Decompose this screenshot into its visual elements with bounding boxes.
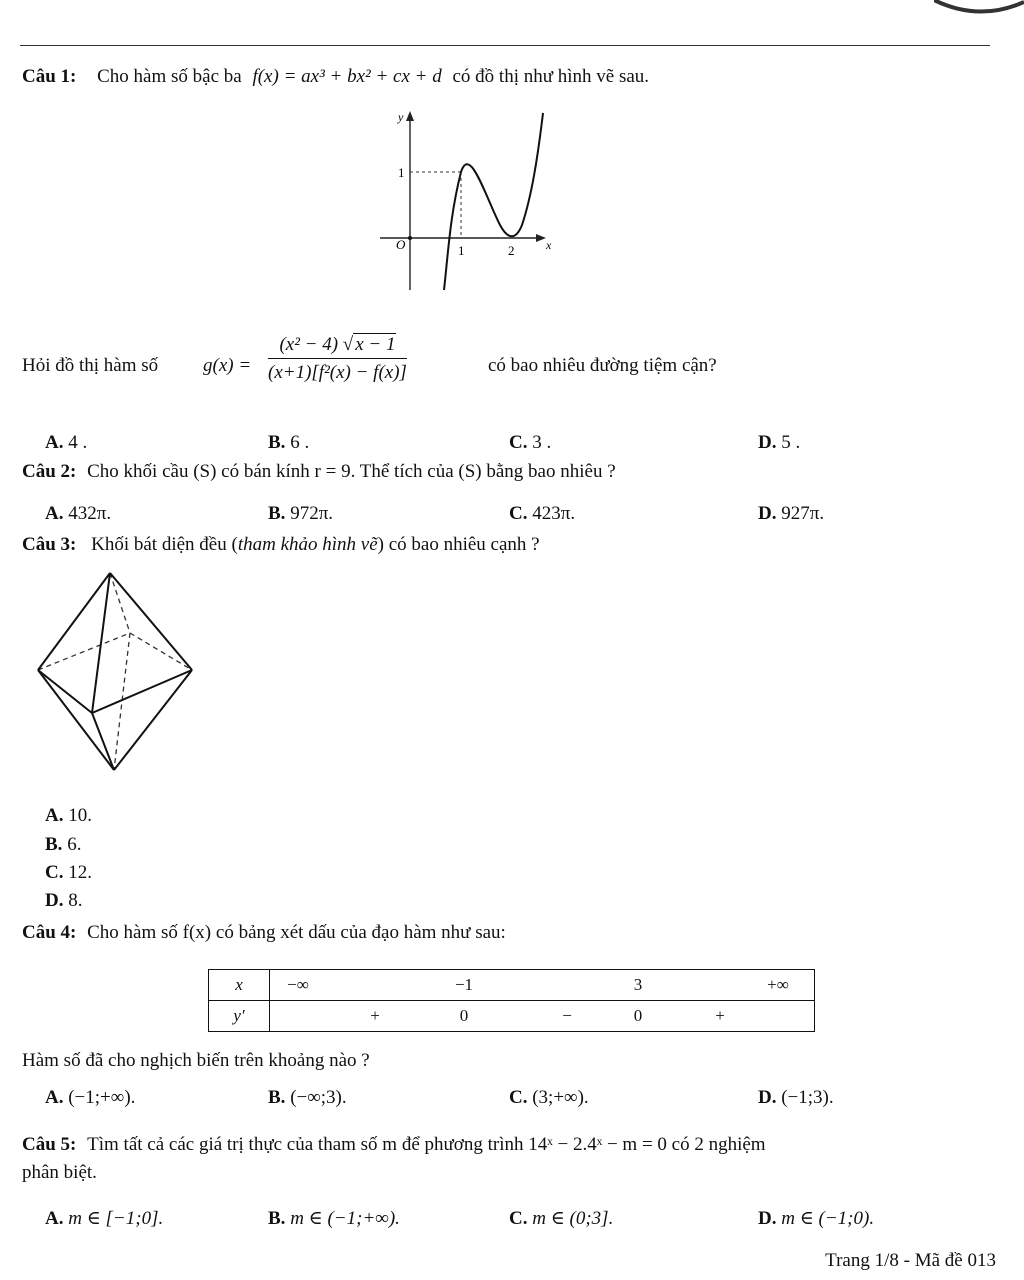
x-tick-1: 1 <box>458 243 465 258</box>
q1-option-c: C. 3 . <box>509 432 552 453</box>
x-value-neg-inf: −∞ <box>287 975 309 994</box>
q1-option-a: A. 4 . <box>45 432 88 453</box>
q5-option-a: A. m ∈ [−1;0]. <box>45 1208 164 1229</box>
table-row-y-prime <box>209 1001 815 1032</box>
question-2-text: Cho khối cầu (S) có bán kính r = 9. Thể tích của (S) bằng bao nhiêu ? <box>87 461 616 482</box>
q4-option-c: C. (3;+∞). <box>509 1087 589 1108</box>
question-5-text-line-2: phân biệt. <box>22 1162 97 1183</box>
question-4-ask: Hàm số đã cho nghịch biến trên khoảng nào ? <box>22 1050 370 1071</box>
q5-option-d: D. m ∈ (−1;0). <box>758 1208 875 1229</box>
y-axis-arrow-icon <box>406 111 414 121</box>
x-value-neg-1: −1 <box>454 975 474 994</box>
q2-option-b: B. 972π. <box>268 503 334 524</box>
g-denominator: (x+1)[f²(x) − f(x)] <box>268 362 407 383</box>
q4-option-a: A. (−1;+∞). <box>45 1087 136 1108</box>
question-3-label: Câu 3: <box>22 534 77 555</box>
q3-option-d: D. 8. <box>45 890 83 911</box>
question-1-text-after: có đồ thị như hình vẽ sau. <box>452 66 650 87</box>
question-3-text-italic: tham khảo hình vẽ <box>237 534 378 555</box>
q2-option-a: A. 432π. <box>45 503 112 524</box>
sign-zero-1: 0 <box>459 1006 469 1025</box>
question-1-ask-before: Hỏi đồ thị hàm số <box>22 355 159 376</box>
g-numerator: (x² − 4) √ x − 1 <box>268 334 407 359</box>
q1-option-d: D. 5 . <box>758 432 801 453</box>
origin-label: O <box>396 237 406 252</box>
question-4-label: Câu 4: <box>22 922 77 943</box>
question-3-text-after: ) có bao nhiêu cạnh ? <box>377 534 540 555</box>
question-5-text: Tìm tất cả các giá trị thực của tham số m để phương trình 14ˣ − 2.4ˣ − m = 0 có 2 nghiệm <box>87 1134 766 1155</box>
origin-dot <box>408 236 412 240</box>
q3-option-c: C. 12. <box>45 862 92 883</box>
x-axis-arrow-icon <box>536 234 546 242</box>
g-numerator-sqrt: x − 1 <box>355 334 396 355</box>
y-tick-1: 1 <box>398 165 405 180</box>
sign-zero-2: 0 <box>633 1006 643 1025</box>
sign-1: + <box>370 1006 380 1025</box>
question-5-stem <box>22 1134 766 1156</box>
cubic-curve <box>444 113 543 290</box>
q3-option-b: B. 6. <box>45 834 82 855</box>
q5-option-b: B. m ∈ (−1;+∞). <box>268 1208 400 1229</box>
question-5-label: Câu 5: <box>22 1134 77 1155</box>
question-1-ask-after: có bao nhiêu đường tiệm cận? <box>488 355 717 376</box>
octahedron-figure <box>30 565 200 780</box>
table-row-x <box>209 970 815 1001</box>
y-axis-label: y <box>398 110 404 124</box>
g-numerator-poly: (x² − 4) <box>279 334 339 355</box>
question-1-function: f(x) = ax³ + bx² + cx + d <box>252 66 442 87</box>
question-2-label: Câu 2: <box>22 461 77 482</box>
x-value-pos-inf: +∞ <box>767 975 789 994</box>
sign-2: − <box>562 1006 572 1025</box>
x-tick-2: 2 <box>508 243 515 258</box>
question-2-stem <box>22 461 616 483</box>
g-function-fraction <box>268 334 407 384</box>
q4-option-b: B. (−∞;3). <box>268 1087 347 1108</box>
question-1-label: Câu 1: <box>22 66 77 87</box>
g-function-lhs: g(x) = <box>203 355 252 376</box>
q5-option-c: C. m ∈ (0;3]. <box>509 1208 614 1229</box>
question-3-text: Khối bát diện đều ( <box>91 534 238 555</box>
x-axis-label: x <box>546 238 552 252</box>
cubic-graph <box>360 105 560 295</box>
question-4-stem <box>22 922 506 944</box>
q2-option-c: C. 423π. <box>509 503 576 524</box>
q3-option-a: A. 10. <box>45 805 92 826</box>
question-4-text: Cho hàm số f(x) có bảng xét dấu của đạo hàm như sau: <box>87 922 506 943</box>
q1-option-b: B. 6 . <box>268 432 310 453</box>
table-header-y-prime: y′ <box>209 1001 270 1032</box>
page-corner-decoration <box>934 0 1024 20</box>
q2-option-d: D. 927π. <box>758 503 825 524</box>
top-rule <box>20 45 990 46</box>
q4-option-d: D. (−1;3). <box>758 1087 834 1108</box>
question-1-stem <box>22 66 649 88</box>
derivative-sign-table <box>208 969 815 1032</box>
question-1-text: Cho hàm số bậc ba <box>97 66 242 87</box>
table-header-x: x <box>209 970 270 1001</box>
question-3-stem <box>22 534 540 556</box>
page-footer: Trang 1/8 - Mã đề 013 <box>825 1250 996 1271</box>
sign-3: + <box>715 1006 725 1025</box>
x-value-3: 3 <box>633 975 643 994</box>
